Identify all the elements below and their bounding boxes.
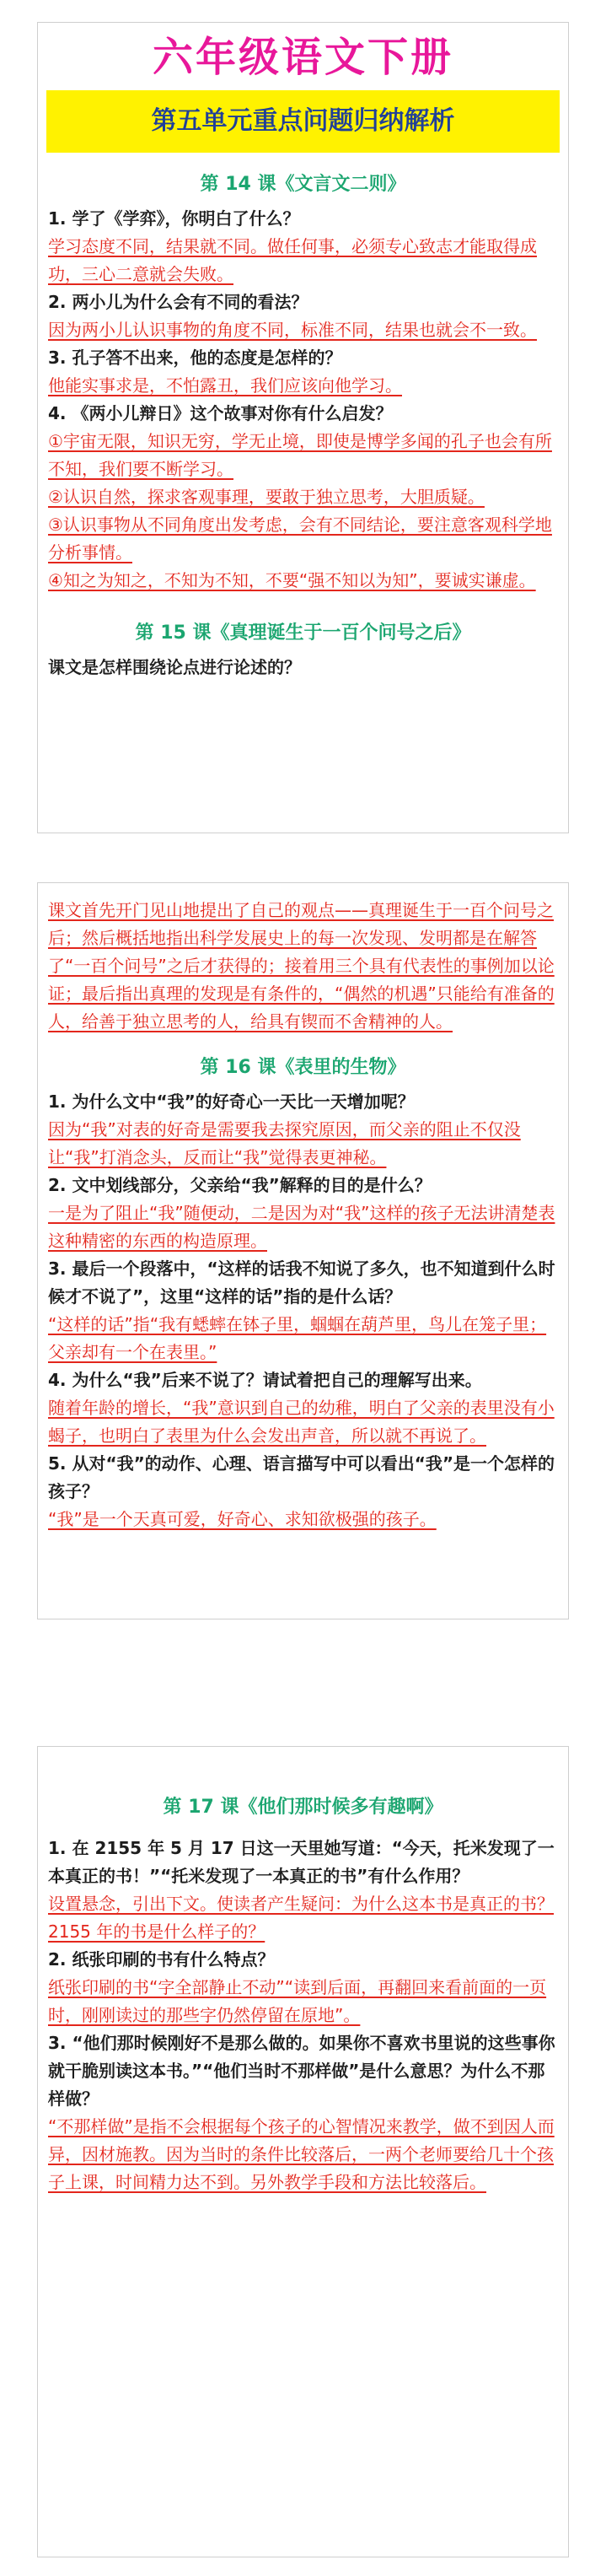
answer-4-point-2: ②认识自然，探求客观事理，要敢于独立思考，大胆质疑。 [48,487,485,507]
question-2: 2. 文中划线部分，父亲给“我”解释的目的是什么？ [48,1175,432,1195]
answer-5: “我”是一个天真可爱，好奇心、求知欲极强的孩子。 [48,1509,437,1529]
subtitle-banner: 第五单元重点问题归纳解析 [46,90,560,153]
answer-4-point-4: ④知之为知之，不知为不知，不要“强不知以为知”，要诚实谦虚。 [48,570,536,590]
question-3: 3. 孔子答不出来，他的态度是怎样的？ [48,348,342,368]
lesson-16-content [38,1088,568,1533]
answer-2: 因为两小儿认识事物的角度不同，标准不同，结果也就会不一致。 [48,320,537,340]
answer-2: 一是为了阻止“我”随便动，二是因为对“我”这样的孩子无法讲清楚表这种精密的东西的构造原理。 [48,1203,555,1251]
question-2: 2. 纸张印刷的书有什么特点？ [48,1949,275,1970]
answer-4: 随着年龄的增长，“我”意识到自己的幼稚，明白了父亲的表里没有小蝎子，也明白了表里为什么会发出声音，所以就不再说了。 [48,1398,555,1446]
question-3: 3. 最后一个段落中，“这样的话我不知说了多久，也不知道到什么时候才不说了”，这里“这样的话”指的是什么话？ [48,1258,555,1307]
answer-3: “不那样做”是指不会根据每个孩子的心智情况来教学，做不到因人而异，因材施教。因为当时的条件比较落后，一两个老师要给几十个孩子上课，时间精力达不到。另外教学手段和方法比较落后。 [48,2116,555,2192]
lesson-17-content [38,1835,568,2196]
question-4: 4. 为什么“我”后来不说了？请试着把自己的理解写出来。 [48,1370,482,1390]
question-3: 3. “他们那时候刚好不是那么做的。如果你不喜欢书里说的这些事你就干脆别读这本书。”“他们当时不那样做”是什么意思？为什么不那样做？ [48,2033,555,2109]
answer-4-point-1: ①宇宙无限，知识无穷，学无止境，即使是博学多闻的孔子也会有所不知，我们要不断学习。 [48,431,552,479]
question-1: 1. 学了《学弈》，你明白了什么？ [48,208,300,229]
lesson-15-question-area [38,654,568,682]
question-2: 2. 两小儿为什么会有不同的看法？ [48,292,308,312]
page-title: 六年级语文下册 [152,34,453,81]
question-5: 5. 从对“我”的动作、心理、语言描写中可以看出“我”是一个怎样的孩子？ [48,1453,555,1501]
question-1: 1. 为什么文中“我”的好奇心一天比一天增加呢？ [48,1091,415,1112]
lesson-16-title: 第 16 课《表里的生物》 [200,1057,406,1078]
answer-3: 他能实事求是，不怕露丑，我们应该向他学习。 [48,375,402,396]
lesson-15-answer-area [38,883,568,1036]
answer-1: 设置悬念，引出下文。使读者产生疑问：为什么这本书是真正的书？2155 年的书是什么样子的？ [48,1894,554,1942]
question-1: 1. 在 2155 年 5 月 17 日这一天里她写道：“今天，托米发现了一本真正的书！”“托米发现了一本真正的书”有什么作用？ [48,1838,555,1886]
answer-2: 纸张印刷的书“字全部静止不动”“读到后面，再翻回来看前面的一页时，刚刚读过的那些字仍然停留在原地”。 [48,1977,547,2025]
answer-1: 因为“我”对表的好奇是需要我去探究原因，而父亲的阻止不仅没让“我”打消念头，反而让“我”觉得表更神秘。 [48,1119,521,1167]
lesson-14-content [38,205,568,595]
lesson-15-question: 课文是怎样围绕论点进行论述的？ [48,657,301,677]
answer-4-point-3: ③认识事物从不同角度出发考虑，会有不同结论，要注意客观科学地分析事情。 [48,515,552,563]
lesson-15-answer: 课文首先开门见山地提出了自己的观点——真理诞生于一百个问号之后；然后概括地指出科学发展史上的每一次发现、发明都是在解答了“一百个问号”之后才获得的；接着用三个具有代表性的事例加以论证；最后指出真理的发现是有条件的，“偶然的机遇”只能给有准备的人，给善于独立思考的人，给具有锲而不舍精神的人。 [48,900,555,1032]
answer-3: “这样的话”指“我有蟋蟀在钵子里，蝈蝈在葫芦里，鸟儿在笼子里；父亲却有一个在表里。” [48,1314,547,1362]
lesson-15-title: 第 15 课《真理诞生于一百个问号之后》 [135,622,471,644]
card-lessons-14-15 [37,22,569,833]
answer-1: 学习态度不同，结果就不同。做任何事，必须专心致志才能取得成功，三心二意就会失败。 [48,236,537,284]
lesson-14-title: 第 14 课《文言文二则》 [200,174,406,195]
card-lessons-15-16 [37,882,569,1619]
lesson-17-title: 第 17 课《他们那时候多有趣啊》 [163,1797,443,1818]
question-4: 4. 《两小儿辩日》这个故事对你有什么启发？ [48,403,393,423]
card-lesson-17 [37,1746,569,2557]
